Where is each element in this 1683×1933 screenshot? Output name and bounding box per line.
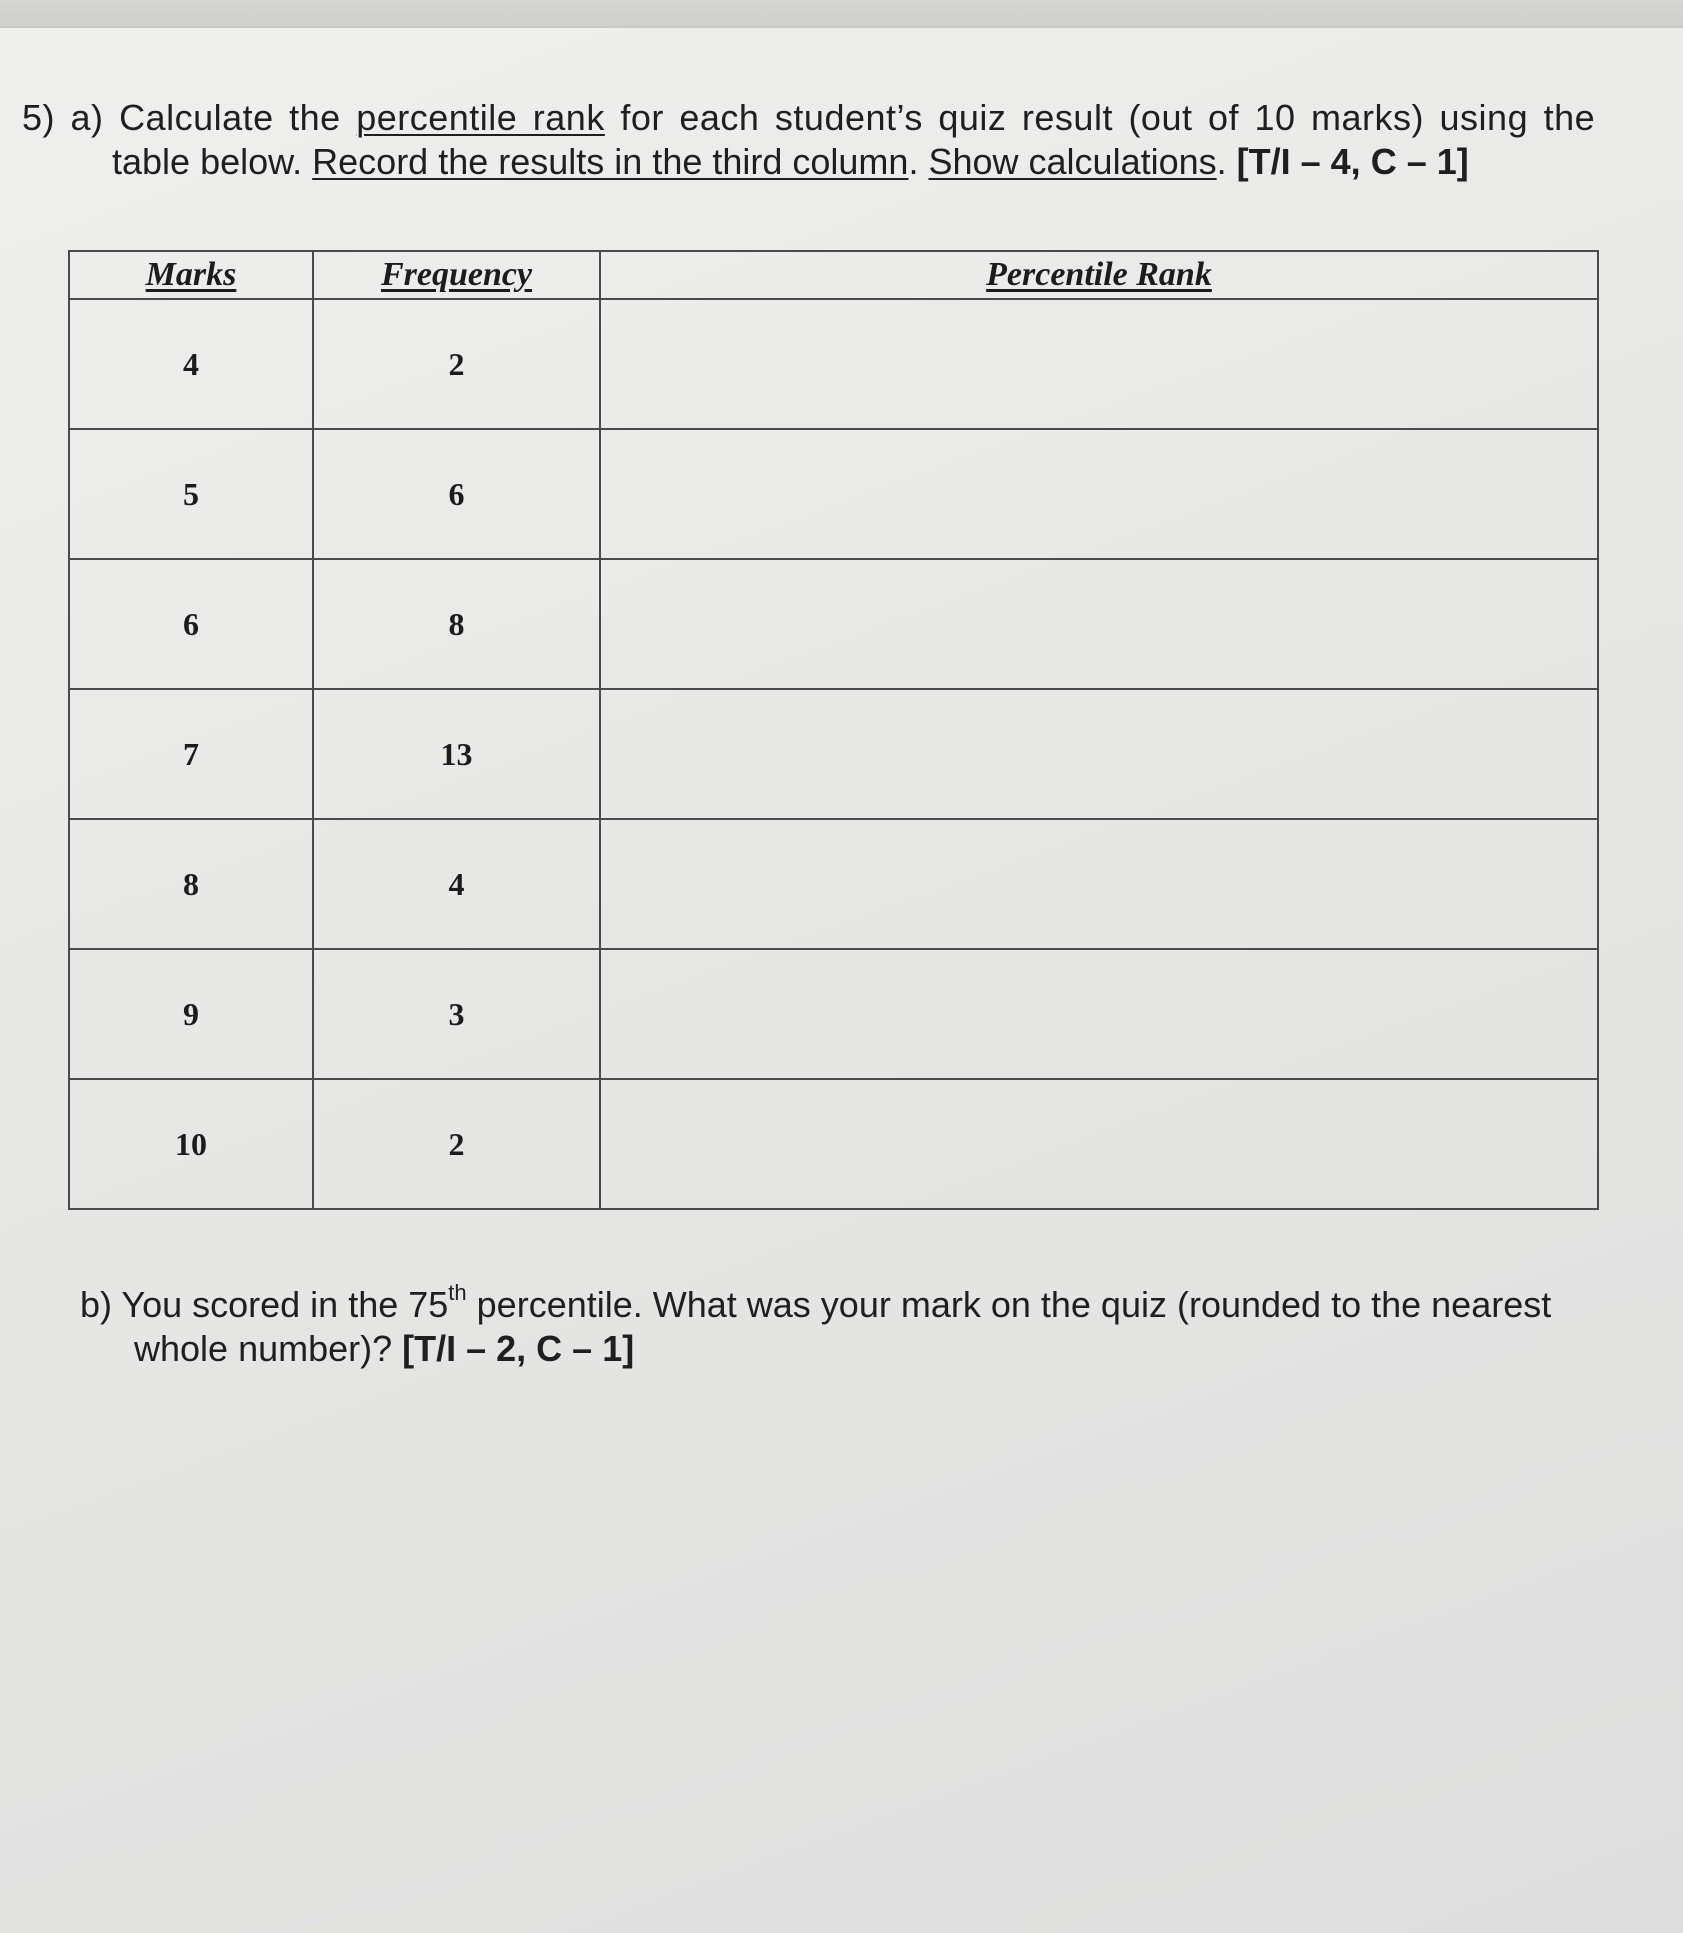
question-a: [22, 96, 1622, 184]
question-b-text-2: percentile. What was your mark on the quiz (rounded to the nearest: [466, 1284, 1552, 1325]
percentile-rank-underlined: percentile rank: [356, 97, 605, 138]
cell-marks: 9: [69, 949, 313, 1079]
question-b-line-2: [80, 1327, 1640, 1371]
cell-percentile-rank[interactable]: [600, 689, 1598, 819]
question-b-text-1: You scored in the 75: [112, 1284, 449, 1325]
cell-marks: 6: [69, 559, 313, 689]
cell-marks: 5: [69, 429, 313, 559]
question-a-label: a): [70, 97, 104, 138]
table-header-row: [69, 251, 1598, 299]
record-results-underlined: Record the results in the third column: [312, 141, 909, 182]
question-a-line-1: [22, 96, 1622, 140]
question-a-text-3: table below.: [112, 141, 313, 182]
question-a-line-2: [22, 140, 1622, 184]
cell-frequency: 8: [313, 559, 600, 689]
table-row: [69, 949, 1598, 1079]
question-a-text-1: Calculate the: [119, 97, 357, 138]
header-percentile-rank: Percentile Rank: [600, 251, 1598, 299]
cell-percentile-rank[interactable]: [600, 559, 1598, 689]
header-frequency: Frequency: [313, 251, 600, 299]
cell-frequency: 6: [313, 429, 600, 559]
cell-percentile-rank[interactable]: [600, 429, 1598, 559]
cell-percentile-rank[interactable]: [600, 819, 1598, 949]
question-b-marks: [T/I – 2, C – 1]: [402, 1328, 635, 1369]
cell-marks: 7: [69, 689, 313, 819]
question-a-text-4: .: [908, 141, 929, 182]
cell-marks: 8: [69, 819, 313, 949]
table-row: [69, 819, 1598, 949]
cell-frequency: 2: [313, 299, 600, 429]
question-a-marks: [T/I – 4, C – 1]: [1236, 141, 1469, 182]
cell-frequency: 4: [313, 819, 600, 949]
cell-percentile-rank[interactable]: [600, 1079, 1598, 1209]
cell-marks: 10: [69, 1079, 313, 1209]
cell-frequency: 2: [313, 1079, 600, 1209]
ordinal-suffix: th: [448, 1280, 467, 1305]
cell-frequency: 3: [313, 949, 600, 1079]
header-marks: Marks: [69, 251, 313, 299]
cell-marks: 4: [69, 299, 313, 429]
table-row: [69, 429, 1598, 559]
page-top-edge: [0, 0, 1683, 26]
show-calculations-underlined: Show calculations: [928, 141, 1217, 182]
question-b-text-3: whole number)?: [134, 1328, 403, 1369]
table-row: [69, 1079, 1598, 1209]
table-row: [69, 689, 1598, 819]
question-a-text-2: for each student’s quiz result (out of 10 marks) using the: [604, 97, 1596, 138]
question-b: [80, 1280, 1640, 1371]
cell-percentile-rank[interactable]: [600, 949, 1598, 1079]
question-b-line-1: [80, 1280, 1640, 1327]
table-row: [69, 559, 1598, 689]
table-row: [69, 299, 1598, 429]
question-a-text-5: .: [1216, 141, 1237, 182]
cell-frequency: 13: [313, 689, 600, 819]
question-b-label: b): [80, 1284, 113, 1325]
question-number: 5): [22, 97, 56, 138]
cell-percentile-rank[interactable]: [600, 299, 1598, 429]
percentile-table: [68, 250, 1599, 1210]
